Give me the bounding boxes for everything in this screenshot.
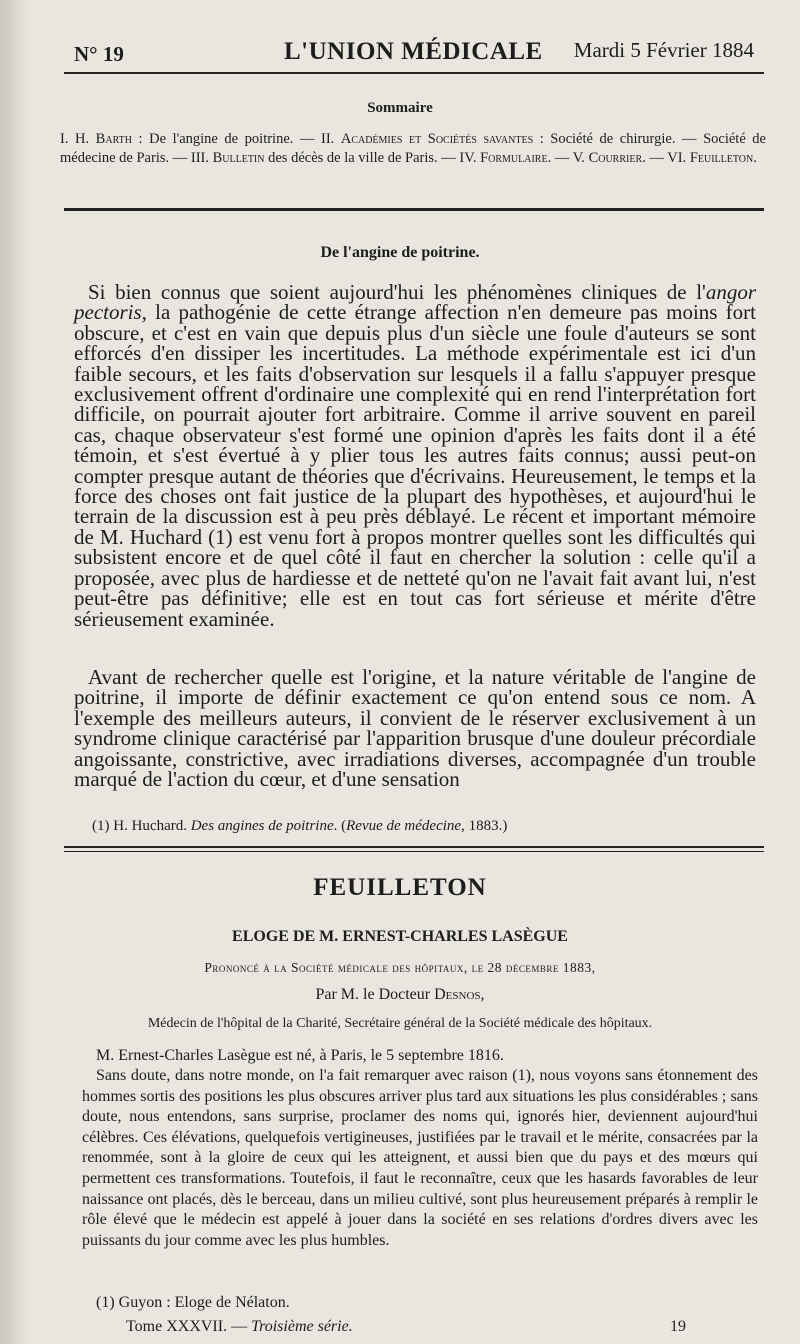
sommaire-heading: Feuilleton xyxy=(689,150,754,166)
journal-title: L'UNION MÉDICALE xyxy=(284,38,543,65)
footnote-text: . ( xyxy=(333,818,347,834)
page-gutter-shadow xyxy=(0,0,30,1344)
page-number: 19 xyxy=(670,1318,686,1335)
sommaire-item-text: : De l'angine de poitrine. — II. xyxy=(131,131,341,147)
issue-number: N° 19 xyxy=(74,42,124,66)
feuilleton-title: FEUILLETON xyxy=(313,874,487,901)
sommaire-contents xyxy=(60,130,766,168)
author-title: Médecin de l'hôpital de la Charité, Secrétaire général de la Société médicale des hôpitaux. xyxy=(147,1016,653,1031)
article-paragraph-1 xyxy=(74,282,756,629)
feuilleton-paragraph-2: Sans doute, dans notre monde, on l'a fait remarquer avec raison (1), nous voyons sans étonnement des hommes sortis des positions les plus obscures arriver plus tard aux situations les plus considérables ; sans doute, nous entendons, sans surprise, proclamer des noms qui, ignorés hier, deviennent aujourd'hui célèbres. Ces élévations, quelquefois vertigineuses, justifiées par le travail et le mérite, consacrées par la renommée, sont à la gloire de ceux qui les atteignent, et aussi bien que du pays et des mœurs qui permettent ces transformations. Toutefois, il faut le reconnaître, ceux que les hasards favorables de leur naissance ont placés, dès le berceau, dans un milieu cultivé, sont plus heureusement préparés à remplir le rôle élevé que le médecin est appelé à jouer dans la société en ses relations d'ordres divers avec les puissants du jour comme avec les plus humbles. xyxy=(82,1067,758,1249)
footnote-work-title: Des angines de poitrine xyxy=(190,818,334,834)
page-footer xyxy=(126,1318,686,1336)
sommaire-heading: Bulletin xyxy=(212,150,265,166)
author-name: Desnos xyxy=(434,986,481,1003)
feuilleton-footnote: (1) Guyon : Eloge de Nélaton. xyxy=(96,1294,290,1311)
footnote-journal: Revue de médecine, xyxy=(346,818,465,834)
sommaire-item-text: : Société de chirurgie. — Société de médecine de Paris. — III. xyxy=(60,131,766,166)
sommaire-heading: Courrier xyxy=(588,150,643,166)
sommaire-item-text: des décès de la ville de Paris. — IV. xyxy=(264,150,481,166)
sommaire-author: Barth xyxy=(95,131,132,147)
eloge-author xyxy=(0,986,800,1004)
eloge-title: ELOGE DE M. ERNEST-CHARLES LASÈGUE xyxy=(232,928,568,945)
sommaire-title: Sommaire xyxy=(367,100,433,116)
article-paragraph-2: Avant de rechercher quelle est l'origine, et la nature véritable de l'angine de poitrine, il importe de définir exactement ce qu'on entend sous ce nom. A l'exemple des meilleurs auteurs, il convient de le réserver exclusivement à un syndrome clinique caractérisé par l'apparition brusque d'une douleur précordiale angoissante, constrictive, avec irradiations diverses, accompagnée d'un trouble marqué de l'action du cœur, et d'une sensation xyxy=(74,665,756,792)
article-title: De l'angine de poitrine. xyxy=(320,244,480,261)
feuilleton-rule-bottom xyxy=(64,851,764,852)
eloge-occasion: Prononcé à la Société médicale des hôpitaux, le 28 décembre 1883, xyxy=(204,960,596,975)
sommaire-rule xyxy=(64,208,764,211)
sommaire-item-number: I. H. xyxy=(60,131,96,147)
author-prefix: Par M. le Docteur xyxy=(315,986,435,1003)
footnote-text: (1) H. Huchard. xyxy=(92,818,191,834)
page-header xyxy=(74,34,754,70)
sommaire-item-text: . — VI. xyxy=(642,150,690,166)
feuilleton-paragraph-1: M. Ernest-Charles Lasègue est né, à Paris, le 5 septembre 1816. xyxy=(96,1047,504,1064)
paragraph-text: Si bien connus que soient aujourd'hui les phénomènes cliniques de l' xyxy=(88,280,706,304)
sommaire-item-text: . xyxy=(753,150,757,166)
latin-term: angor pectoris xyxy=(74,280,756,325)
sommaire-heading: Académies et Sociétés savantes xyxy=(340,131,534,147)
sommaire-item-text: . — V. xyxy=(547,150,589,166)
author-suffix: , xyxy=(480,986,485,1003)
issue-date: Mardi 5 Février 1884 xyxy=(573,38,754,62)
series-label: Troisième série. xyxy=(251,1318,353,1335)
article-footnote xyxy=(92,818,507,835)
footnote-text: 1883.) xyxy=(464,818,508,834)
sommaire-heading: Formulaire xyxy=(480,150,548,166)
paragraph-text: , la pathogénie de cette étrange affection n'en demeure pas moins fort obscure, et c'est en vain que depuis plus d'un siècle une foule d'auteurs se sont efforcés d'en dissiper les incertitudes. La méthode expérimentale est ici d'un faible secours, et les faits d'observation sur lesquels il a fallu s'appuyer presque exclusivement offrent d'ordinaire une complexité qui en rend l'interprétation fort difficile, on pourrait ajouter fort arbitraire. Comme il arrive souvent en pareil cas, chaque observateur s'est formé une opinion d'après les faits dont il a été témoin, et s'est évertué à y plier tous les autres faits connus; aussi peut-on compter presque autant de théories que d'écrivains. Heureusement, le temps et la force des choses ont fait justice de la plupart des hypothèses, et aujourd'hui le terrain de la discussion est à peu près déblayé. Le récent et important mémoire de M. Huchard (1) est venu fort à propos montrer quelles sont les difficultés qui subsistent encore et de quel côté il faut en chercher la solution : celle qu'il a proposée, avec plus de hardiesse et de netteté qu'on ne l'avait fait avant lui, n'est peut-être pas définitive; elle est en tout cas fort sérieuse et mérite d'être sérieusement examinée. xyxy=(74,300,756,631)
feuilleton-rule-top xyxy=(64,846,764,848)
header-rule xyxy=(64,72,764,74)
tome-label: Tome XXXVII. — xyxy=(126,1318,252,1335)
